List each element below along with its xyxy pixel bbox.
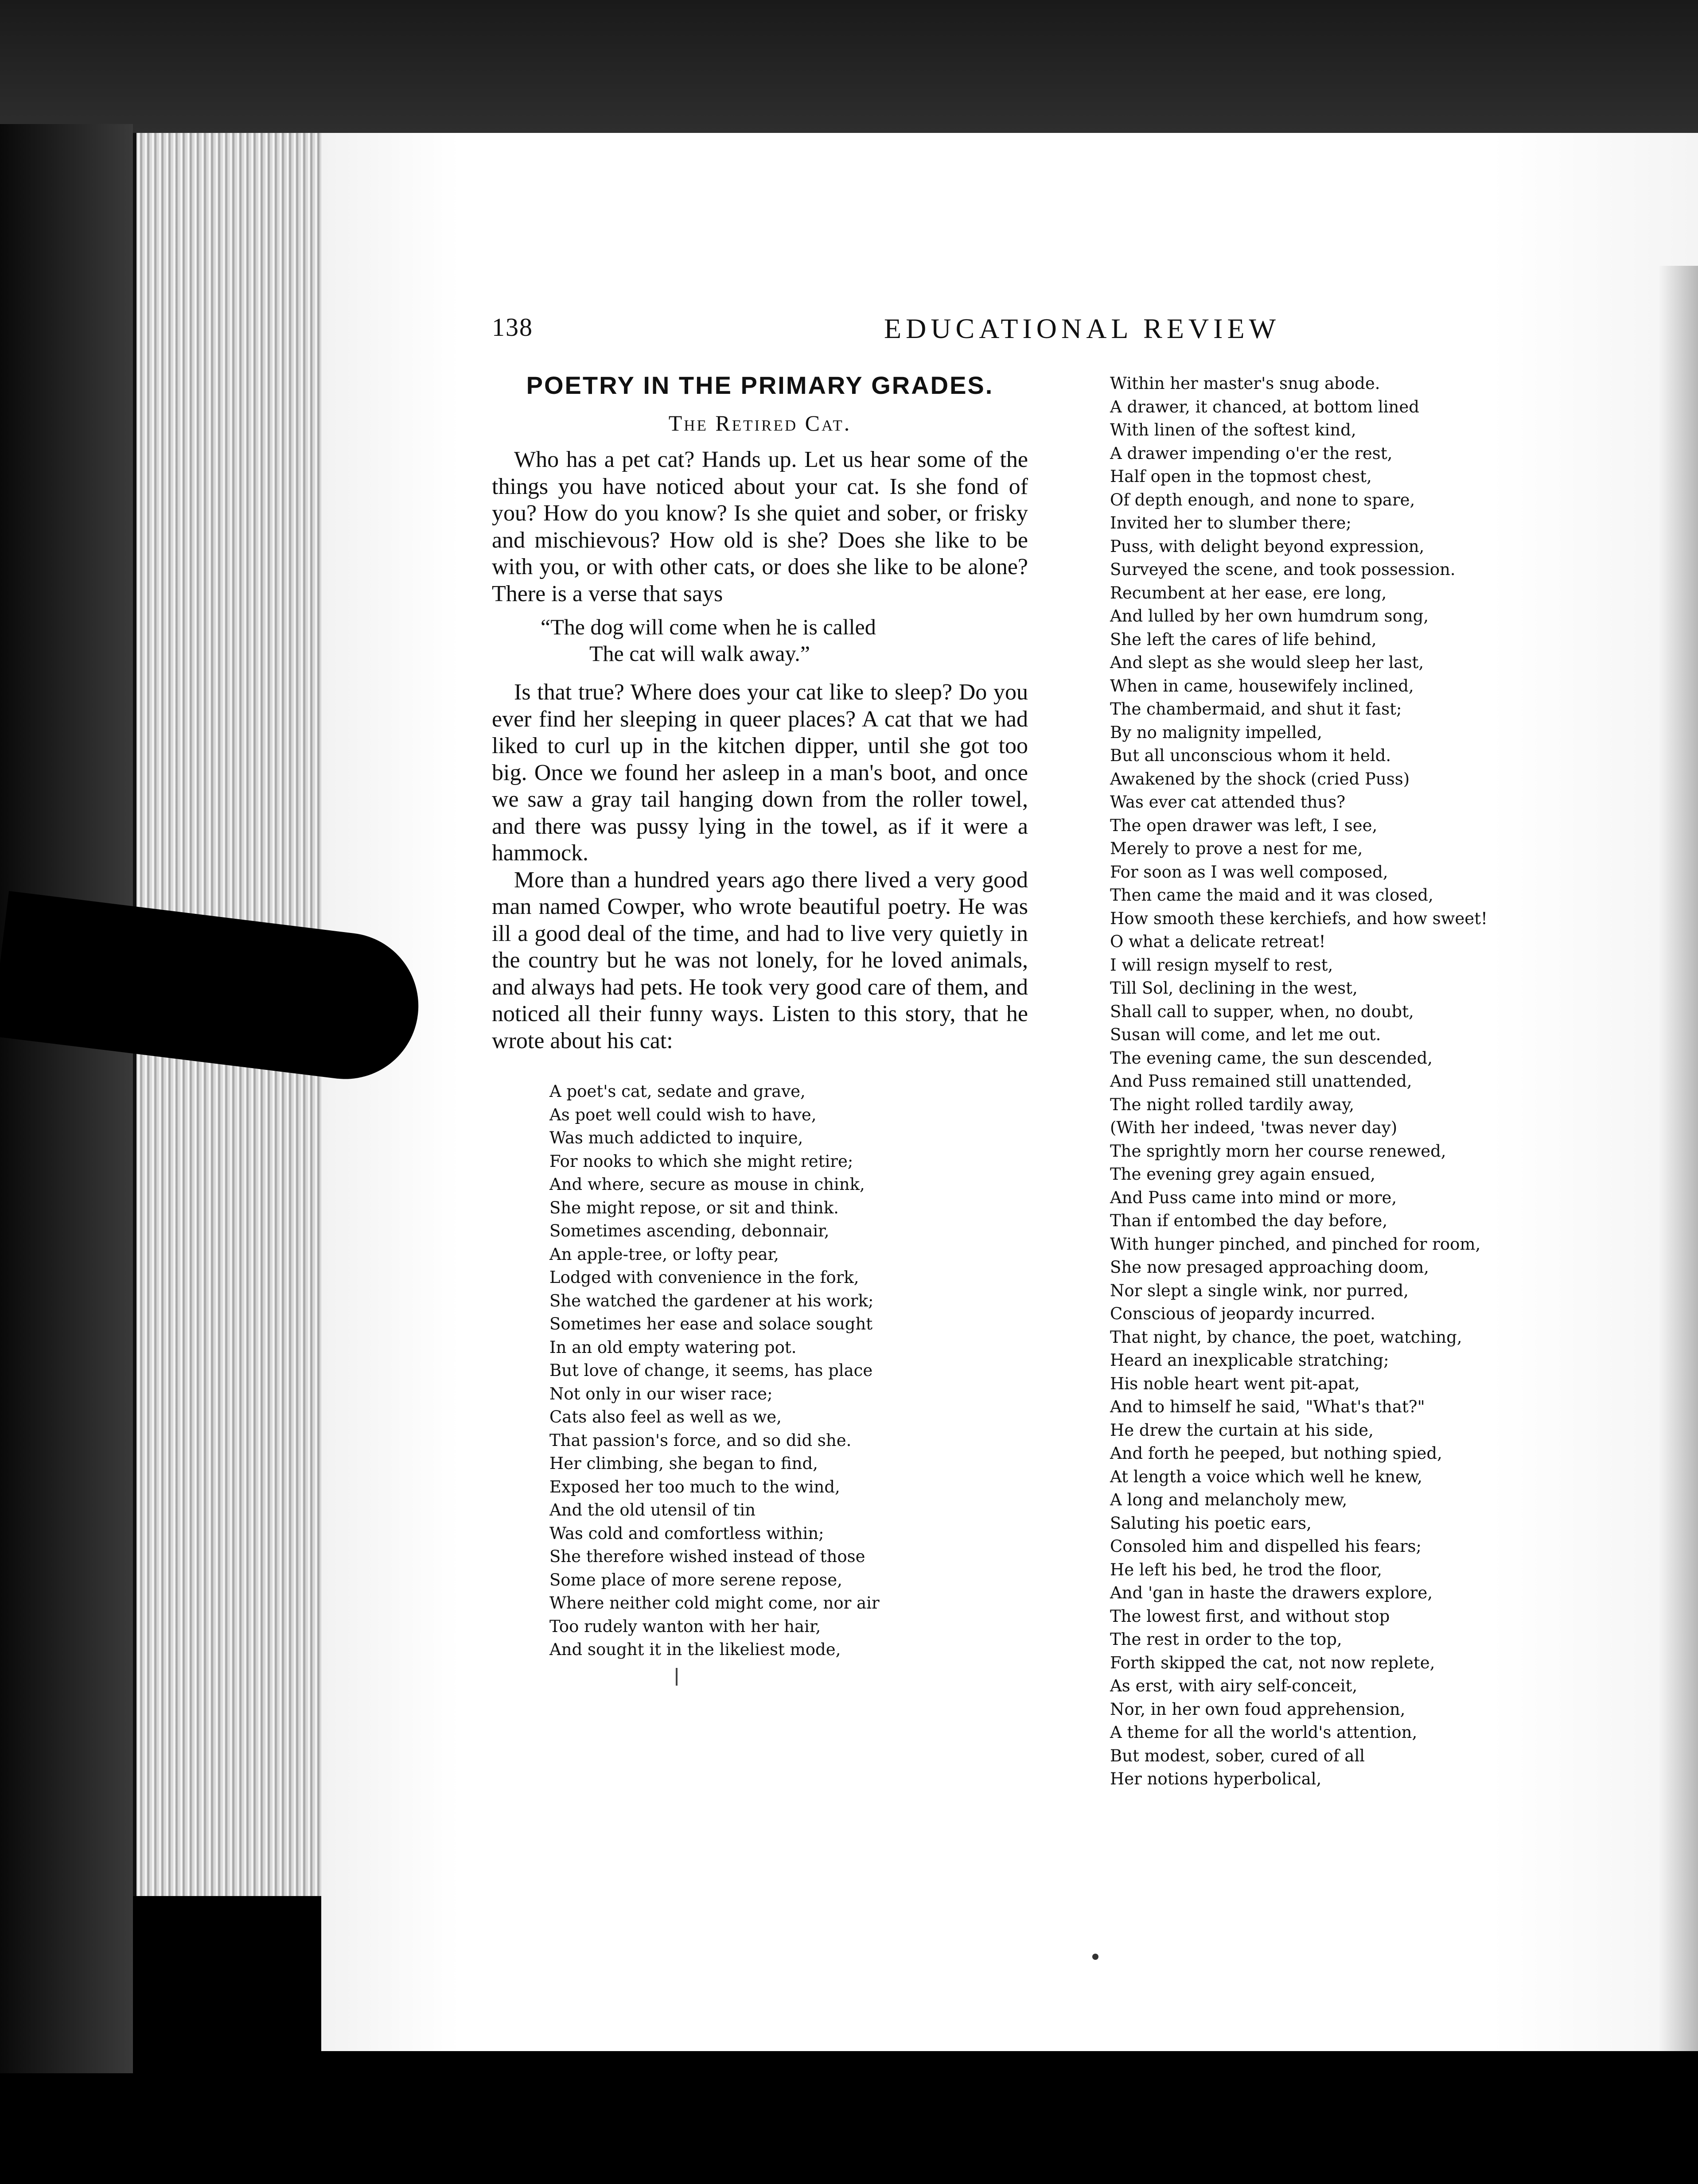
poem-line: The rest in order to the top,	[1110, 1630, 1342, 1649]
poem-line: But love of change, it seems, has place	[549, 1361, 873, 1380]
poem-line: Merely to prove a nest for me,	[1110, 839, 1363, 858]
poem-line: Was much addicted to inquire,	[549, 1128, 803, 1147]
poem-line: Where neither cold might come, nor air	[549, 1593, 880, 1613]
left-column	[492, 363, 1028, 1662]
poem-line: An apple-tree, or lofty pear,	[549, 1244, 779, 1264]
book-page	[321, 133, 1698, 2051]
running-title: EDUCATIONAL REVIEW	[884, 313, 1280, 344]
poem-line: How smooth these kerchiefs, and how sweet!	[1110, 909, 1488, 928]
poem-line: Of depth enough, and none to spare,	[1110, 490, 1415, 509]
poem-line: Than if entombed the day before,	[1110, 1211, 1388, 1230]
poem-line: The night rolled tardily away,	[1110, 1095, 1355, 1114]
poem-line: Consoled him and dispelled his fears;	[1110, 1537, 1421, 1556]
poem-line: Not only in our wiser race;	[549, 1384, 773, 1403]
scan-background-left	[0, 124, 133, 2073]
poem-line: His noble heart went pit-apat,	[1110, 1374, 1360, 1393]
poem-line: Too rudely wanton with her hair,	[549, 1617, 821, 1636]
poem-line: The open drawer was left, I see,	[1110, 816, 1378, 835]
poem-line: Recumbent at her ease, ere long,	[1110, 583, 1387, 602]
poem-line: And Puss came into mind or more,	[1110, 1188, 1397, 1207]
page-number: 138	[492, 313, 533, 342]
poem-line: And to himself he said, "What's that?"	[1110, 1397, 1425, 1416]
poem-line: O what a delicate retreat!	[1110, 932, 1326, 951]
poem-line: A theme for all the world's attention,	[1110, 1723, 1418, 1742]
poem-line: The lowest first, and without stop	[1110, 1606, 1390, 1626]
poem-line: That night, by chance, the poet, watching,	[1110, 1327, 1462, 1347]
poem-left-column	[549, 1080, 1028, 1662]
poem-right-column	[1110, 372, 1624, 1791]
poem-line: Sometimes ascending, debonnair,	[549, 1221, 830, 1240]
poem-line: With linen of the softest kind,	[1110, 420, 1356, 439]
poem-line: A poet's cat, sedate and grave,	[549, 1082, 806, 1101]
poem-line: And sought it in the likeliest mode,	[549, 1640, 841, 1659]
poem-line: Lodged with convenience in the fork,	[549, 1268, 859, 1287]
ink-dot	[1092, 1954, 1098, 1960]
poem-line: The sprightly morn her course renewed,	[1110, 1141, 1446, 1161]
poem-line: He drew the curtain at his side,	[1110, 1420, 1374, 1440]
poem-line: With hunger pinched, and pinched for room,	[1110, 1234, 1481, 1254]
poem-line: In an old empty watering pot.	[549, 1337, 797, 1357]
poem-line: Exposed her too much to the wind,	[549, 1477, 840, 1496]
poem-line: But modest, sober, cured of all	[1110, 1746, 1365, 1765]
poem-line: Puss, with delight beyond expression,	[1110, 536, 1425, 556]
poem-line: Was cold and comfortless within;	[549, 1523, 824, 1543]
poem-line: Conscious of jeopardy incurred.	[1110, 1304, 1375, 1323]
quoted-verse	[492, 614, 1028, 667]
quote-line: “The dog will come when he is called	[541, 614, 876, 639]
paragraph: More than a hundred years ago there lived a very good man named Cowper, who wrote beautiful poetry. He was ill a good deal of the time, and had to live very quietly in the country but he was not lonely, for he loved animals, and always had pets. He took very good care of them, and noticed all their funny ways. Listen to this story, that he wrote about his cat:	[492, 867, 1028, 1053]
poem-line: And lulled by her own humdrum song,	[1110, 606, 1429, 626]
page-header	[492, 312, 1555, 361]
poem-line: Sometimes her ease and solace sought	[549, 1314, 873, 1333]
poem-line: A drawer, it chanced, at bottom lined	[1110, 397, 1419, 416]
poem-line: A drawer impending o'er the rest,	[1110, 443, 1393, 463]
poem-line: She now presaged approaching doom,	[1110, 1258, 1429, 1277]
poem-line: Her notions hyperbolical,	[1110, 1769, 1322, 1788]
poem-line: When in came, housewifely inclined,	[1110, 676, 1414, 696]
poem-line: By no malignity impelled,	[1110, 723, 1322, 742]
paragraph: Who has a pet cat? Hands up. Let us hear some of the things you have noticed about your cat. Is she fond of you? How do you know? Is she quiet and sober, or frisky and mischievous? How old is she? Does she like to be with you, or with other cats, or does she like to be alone? There is a verse that says	[492, 447, 1028, 606]
poem-line: And Puss remained still unattended,	[1110, 1072, 1412, 1091]
poem-line: Till Sol, declining in the west,	[1110, 979, 1358, 998]
poem-line: That passion's force, and so did she.	[549, 1430, 852, 1450]
article-title: POETRY IN THE PRIMARY GRADES.	[526, 371, 994, 399]
poem-line: And the old utensil of tin	[549, 1500, 756, 1519]
poem-line: Susan will come, and let me out.	[1110, 1025, 1381, 1044]
poem-line: Nor slept a single wink, nor purred,	[1110, 1281, 1409, 1300]
poem-line: Surveyed the scene, and took possession.	[1110, 560, 1456, 579]
poem-line: She left the cares of life behind,	[1110, 630, 1377, 649]
poem-line: The evening grey again ensued,	[1110, 1165, 1375, 1184]
poem-line: Heard an inexplicable stratching;	[1110, 1351, 1389, 1370]
poem-line: (With her indeed, 'twas never day)	[1110, 1118, 1398, 1137]
article-subtitle: The Retired Cat.	[668, 411, 852, 435]
quote-line: The cat will walk away.”	[589, 641, 810, 666]
poem-line: She therefore wished instead of those	[549, 1547, 865, 1566]
poem-line: Half open in the topmost chest,	[1110, 467, 1372, 486]
poem-line: Then came the maid and it was closed,	[1110, 886, 1433, 905]
poem-line: She might repose, or sit and think.	[549, 1198, 839, 1217]
poem-line: Invited her to slumber there;	[1110, 513, 1351, 532]
poem-line: Her climbing, she began to find,	[549, 1454, 818, 1473]
scan-background-top	[0, 0, 1698, 133]
poem-line: And where, secure as mouse in chink,	[549, 1175, 865, 1194]
poem-line: Forth skipped the cat, not now replete,	[1110, 1653, 1435, 1672]
poem-line: I will resign myself to rest,	[1110, 955, 1333, 975]
poem-line: The chambermaid, and shut it fast;	[1110, 700, 1402, 719]
poem-line: And 'gan in haste the drawers explore,	[1110, 1583, 1433, 1602]
poem-line: Within her master's snug abode.	[1110, 374, 1380, 393]
poem-line: He left his bed, he trod the floor,	[1110, 1560, 1382, 1579]
poem-line: And slept as she would sleep her last,	[1110, 653, 1424, 672]
poem-line: She watched the gardener at his work;	[549, 1291, 874, 1310]
poem-line: Some place of more serene repose,	[549, 1570, 842, 1589]
poem-line: Cats also feel as well as we,	[549, 1407, 782, 1426]
poem-line: As erst, with airy self-conceit,	[1110, 1676, 1358, 1695]
poem-line: For soon as I was well composed,	[1110, 862, 1388, 882]
poem-line: Was ever cat attended thus?	[1110, 793, 1346, 812]
poem-line: At length a voice which well he knew,	[1110, 1467, 1422, 1486]
poem-line: As poet well could wish to have,	[549, 1105, 817, 1124]
poem-line: Saluting his poetic ears,	[1110, 1513, 1312, 1533]
poem-line: For nooks to which she might retire;	[549, 1151, 853, 1171]
poem-line: Nor, in her own foud apprehension,	[1110, 1699, 1406, 1719]
poem-line: Shall call to supper, when, no doubt,	[1110, 1002, 1414, 1021]
margin-mark	[676, 1668, 678, 1686]
article-body	[492, 447, 1028, 1054]
page-shadow	[1658, 266, 1698, 2184]
paragraph: Is that true? Where does your cat like to sleep? Do you ever find her sleeping in queer places? A cat that we had liked to curl up in the kitchen dipper, until she got too big. Once we found her asleep in a man's boot, and once we saw a gray tail hanging down from the roller towel, and there was pussy lying in the towel, as if it were a hammock.	[492, 680, 1028, 866]
poem-line: A long and melancholy mew,	[1110, 1490, 1347, 1509]
poem-line: The evening came, the sun descended,	[1110, 1048, 1433, 1068]
poem-line: Awakened by the shock (cried Puss)	[1110, 769, 1410, 789]
poem-line: And forth he peeped, but nothing spied,	[1110, 1444, 1442, 1463]
poem-line: But all unconscious whom it held.	[1110, 746, 1391, 765]
